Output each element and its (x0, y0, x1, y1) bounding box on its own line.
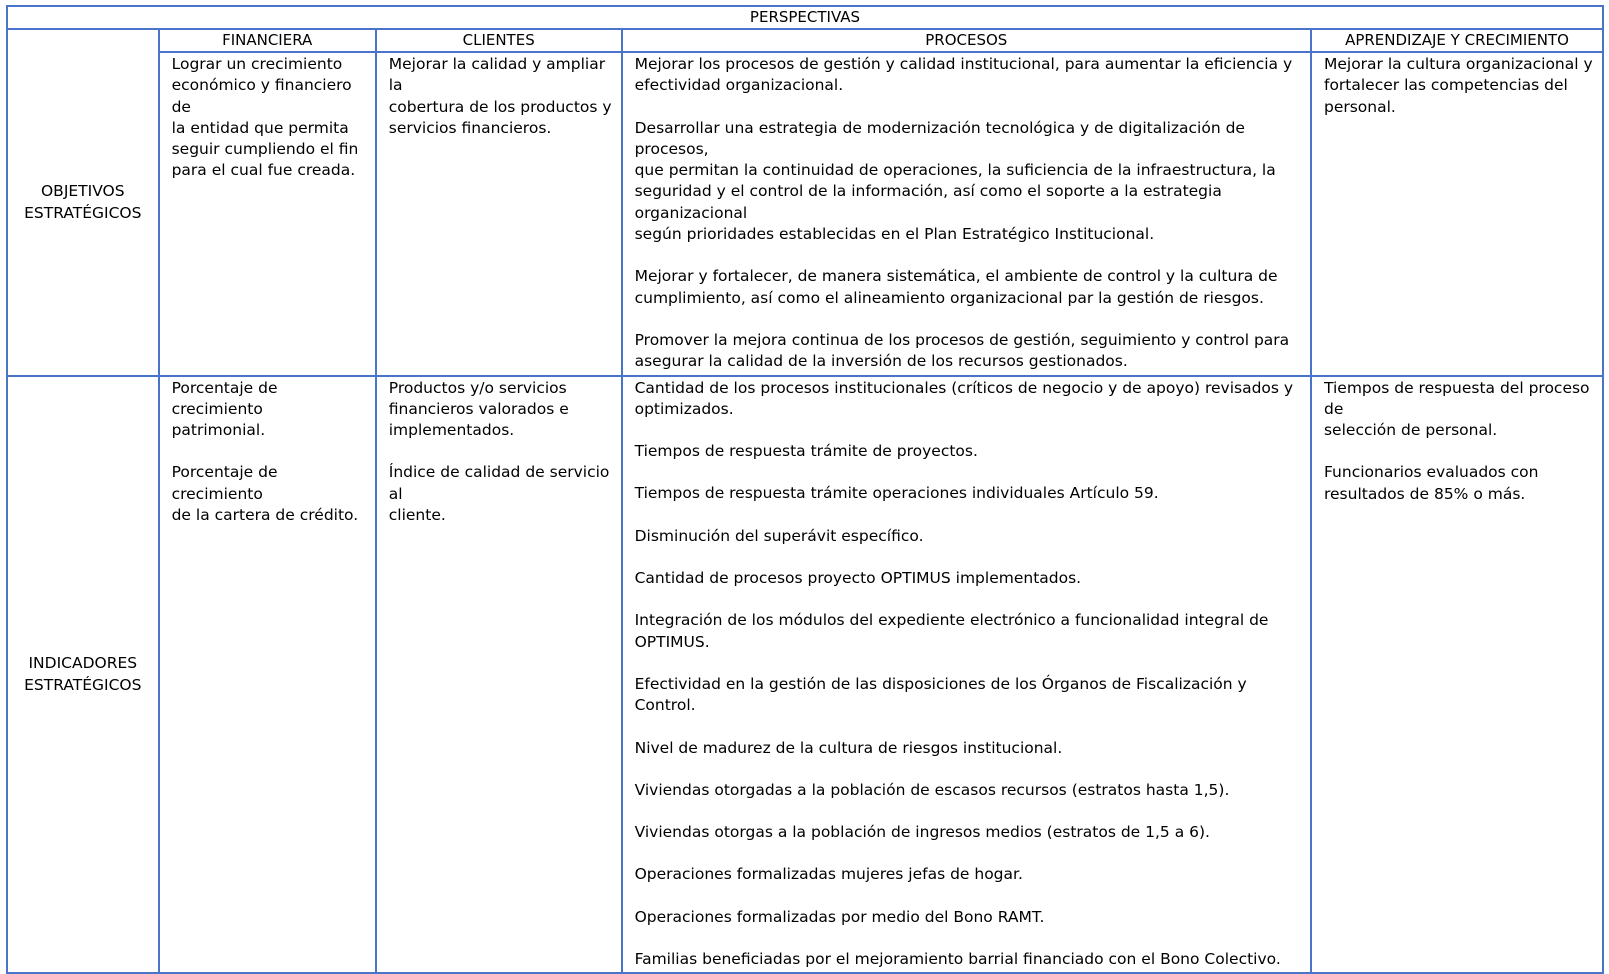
column-header-clientes: CLIENTES (376, 29, 622, 52)
cell-paragraph: Mejorar la calidad y ampliar la cobertura de los productos y servicios financieros. (388, 55, 612, 137)
cell-paragraph: Mejorar y fortalecer, de manera sistemática, el ambiente de control y la cultura de cumplimiento, así como el alineamiento organizacional par la gestión de riesgos. (634, 267, 1278, 307)
row-label-cell (7, 376, 159, 974)
cell-paragraph: Cantidad de los procesos institucionales (críticos de negocio y de apoyo) revisados y optimizados. (634, 378, 1294, 418)
column-header-aprendizaje: APRENDIZAJE Y CRECIMIENTO (1311, 29, 1603, 52)
cell-paragraph: Efectividad en la gestión de las disposiciones de los Órganos de Fiscalización y Control. (634, 674, 1247, 715)
cell-paragraph: Integración de los módulos del expediente electrónico a funcionalidad integral de OPTIMUS. (634, 611, 1269, 651)
cell-paragraph: Viviendas otorgadas a la población de escasos recursos (estratos hasta 1,5). (634, 780, 1230, 799)
indicadores-financiera-cell (159, 376, 376, 974)
cell-paragraph: Nivel de madurez de la cultura de riesgos institucional. (634, 738, 1063, 757)
objetivos-procesos-cell (622, 52, 1311, 376)
perspectives-header-row (7, 6, 1603, 29)
column-header-row (7, 29, 1603, 52)
indicadores-clientes-cell (376, 376, 622, 974)
cell-paragraph: Porcentaje de crecimiento de la cartera de crédito. (171, 463, 359, 525)
objetivos-clientes-cell (376, 52, 622, 376)
cell-paragraph: Operaciones formalizadas mujeres jefas de hogar. (634, 865, 1023, 884)
row-label-indicadores: INDICADORES ESTRATÉGICOS (24, 654, 142, 695)
cell-paragraph: Lograr un crecimiento económico y financiero de la entidad que permita seguir cumpliendo el fin para el cual fue creada. (171, 55, 359, 180)
indicadores-procesos-cell (622, 376, 1311, 974)
cell-paragraph: Productos y/o servicios financieros valorados e implementados. (388, 378, 569, 440)
perspectives-header: PERSPECTIVAS (7, 6, 1603, 29)
row-label-objetivos: OBJETIVOS ESTRATÉGICOS (24, 182, 142, 223)
cell-paragraph: Desarrollar una estrategia de modernización tecnológica y de digitalización de procesos, que permitan la continuidad de operaciones, la suficiencia de la infraestructura, la seguridad y el control de la información, así como el soporte a la estrategia organizacional según prioridades establecidas en el Plan Estratégico Institucional. (634, 118, 1276, 244)
cell-paragraph: Mejorar la cultura organizacional y fortalecer las competencias del personal. (1323, 55, 1593, 116)
cell-paragraph: Cantidad de procesos proyecto OPTIMUS implementados. (634, 569, 1082, 588)
column-header-financiera: FINANCIERA (159, 29, 376, 52)
objetivos-row (7, 52, 1603, 376)
cell-paragraph: Disminución del superávit específico. (634, 526, 924, 545)
cell-paragraph: Tiempos de respuesta trámite de proyectos. (634, 442, 978, 461)
cell-paragraph: Promover la mejora continua de los procesos de gestión, seguimiento y control para asegurar la calidad de la inversión de los recursos gestionados. (634, 330, 1290, 371)
cell-paragraph: Tiempos de respuesta del proceso de selección de personal. (1323, 378, 1590, 440)
objetivos-financiera-cell (159, 52, 376, 376)
cell-paragraph: Porcentaje de crecimiento patrimonial. (171, 378, 278, 440)
cell-paragraph: Operaciones formalizadas por medio del Bono RAMT. (634, 907, 1045, 926)
cell-paragraph: Mejorar los procesos de gestión y calidad institucional, para aumentar la eficiencia y efectividad organizacional. (634, 55, 1293, 95)
row-label-cell (7, 29, 159, 376)
cell-paragraph: Funcionarios evaluados con resultados de 85% o más. (1323, 463, 1539, 503)
cell-paragraph: Familias beneficiadas por el mejoramiento barrial financiado con el Bono Colectivo. (634, 950, 1281, 969)
strategic-perspectives-table (6, 5, 1604, 974)
indicadores-row (7, 376, 1603, 974)
cell-paragraph: Índice de calidad de servicio al cliente. (388, 463, 610, 525)
indicadores-aprendizaje-cell (1311, 376, 1603, 974)
cell-paragraph: Viviendas otorgas a la población de ingresos medios (estratos de 1,5 a 6). (634, 823, 1210, 842)
objetivos-aprendizaje-cell (1311, 52, 1603, 376)
cell-paragraph: Tiempos de respuesta trámite operaciones individuales Artículo 59. (634, 484, 1159, 503)
column-header-procesos: PROCESOS (622, 29, 1311, 52)
strategy-document (6, 5, 1604, 974)
